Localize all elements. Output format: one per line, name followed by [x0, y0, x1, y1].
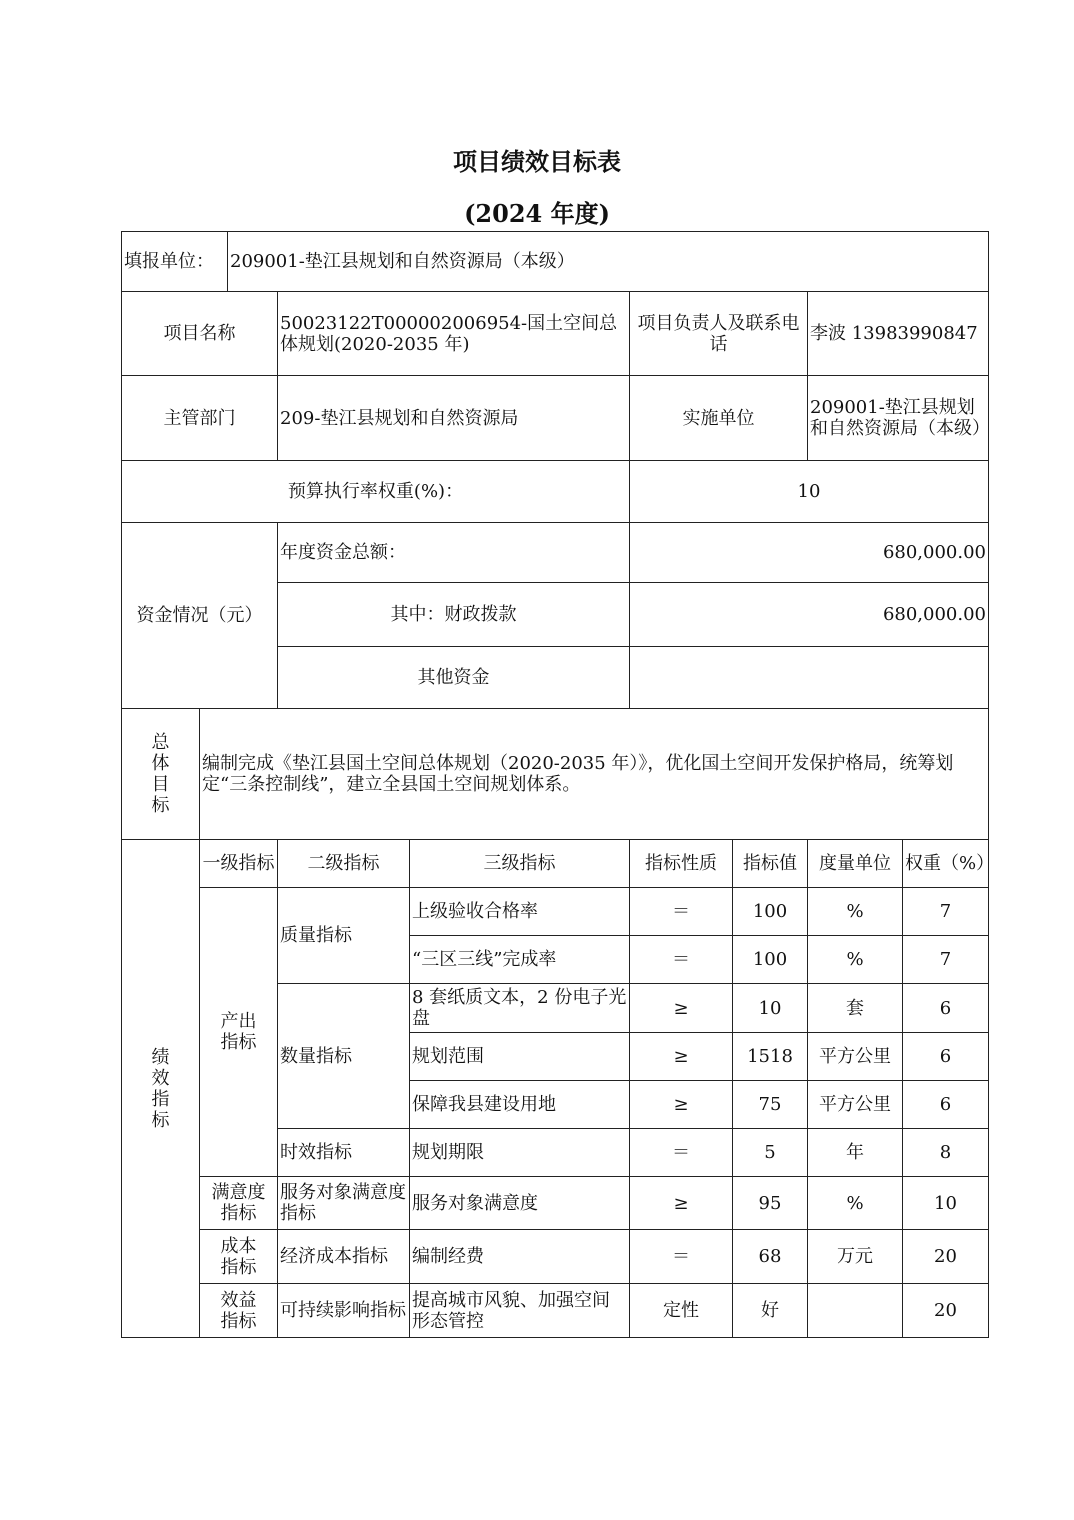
indicator-name: 8 套纸质文本，2 份电子光盘	[410, 984, 630, 1033]
header-nature: 指标性质	[630, 840, 733, 888]
funds-total-label: 年度资金总额：	[278, 523, 630, 583]
sub-quantity: 数量指标	[278, 984, 410, 1129]
header-unit: 度量单位	[808, 840, 903, 888]
perf-label-text: 绩效指标	[151, 1046, 170, 1131]
indicator-unit	[808, 1284, 903, 1338]
group-output-text: 产出指标	[220, 1011, 257, 1053]
indicator-value: 100	[733, 888, 808, 936]
indicator-unit: %	[808, 1177, 903, 1230]
budget-rate-value: 10	[630, 461, 989, 523]
funds-other-label: 其他资金	[278, 647, 630, 709]
project-name-label: 项目名称	[122, 292, 278, 376]
indicator-unit: 平方公里	[808, 1081, 903, 1129]
indicator-name: 上级验收合格率	[410, 888, 630, 936]
header-level3: 三级指标	[410, 840, 630, 888]
indicator-nature: ＝	[630, 936, 733, 984]
dept-row	[122, 376, 989, 461]
indicator-unit: 套	[808, 984, 903, 1033]
indicator-value: 68	[733, 1230, 808, 1284]
budget-rate-row	[122, 461, 989, 523]
sub-service: 服务对象满意度指标	[278, 1177, 410, 1230]
goal-label-text: 总体目标	[151, 732, 170, 816]
indicator-nature: 定性	[630, 1284, 733, 1338]
page-title: 项目绩效目标表	[453, 147, 621, 176]
indicator-unit: %	[808, 936, 903, 984]
indicator-nature: ≥	[630, 1033, 733, 1081]
perf-label	[122, 840, 200, 1338]
group-cost-text: 成本指标	[220, 1235, 257, 1278]
funds-label: 资金情况（元）	[122, 523, 278, 709]
table-row	[122, 1230, 989, 1284]
indicator-name: 服务对象满意度	[410, 1177, 630, 1230]
indicator-weight: 20	[903, 1230, 989, 1284]
fill-unit-value: 209001-垫江县规划和自然资源局（本级）	[228, 232, 989, 292]
funds-other-value	[630, 647, 989, 709]
project-name-value: 50023122T000002006954-国土空间总体规划(2020-2035 年)	[278, 292, 630, 376]
impl-value: 209001-垫江县规划和自然资源局（本级）	[808, 376, 989, 461]
indicator-name: 提高城市风貌、加强空间形态管控	[410, 1284, 630, 1338]
indicator-weight: 6	[903, 984, 989, 1033]
sub-economic: 经济成本指标	[278, 1230, 410, 1284]
header-weight: 权重（%）	[903, 840, 989, 888]
header-level2: 二级指标	[278, 840, 410, 888]
fill-unit-row	[122, 232, 989, 292]
project-name-row	[122, 292, 989, 376]
indicator-name: “三区三线”完成率	[410, 936, 630, 984]
indicator-value: 75	[733, 1081, 808, 1129]
indicator-nature: ＝	[630, 888, 733, 936]
funds-total-value: 680,000.00	[630, 523, 989, 583]
goal-row	[122, 709, 989, 840]
group-benefit-text: 效益指标	[220, 1289, 257, 1332]
indicator-value: 95	[733, 1177, 808, 1230]
group-benefit	[200, 1284, 278, 1338]
indicator-weight: 7	[903, 888, 989, 936]
table-row	[122, 1177, 989, 1230]
indicator-header-row	[122, 840, 989, 888]
dept-value: 209-垫江县规划和自然资源局	[278, 376, 630, 461]
owner-value: 李波 13983990847	[808, 292, 989, 376]
indicator-name: 规划期限	[410, 1129, 630, 1177]
indicator-nature: ≥	[630, 1177, 733, 1230]
funds-fiscal-value: 680,000.00	[630, 583, 989, 647]
indicator-unit: 万元	[808, 1230, 903, 1284]
sub-time: 时效指标	[278, 1129, 410, 1177]
header-value: 指标值	[733, 840, 808, 888]
group-satisfaction	[200, 1177, 278, 1230]
indicator-name: 编制经费	[410, 1230, 630, 1284]
sub-quality: 质量指标	[278, 888, 410, 984]
header-level1: 一级指标	[200, 840, 278, 888]
indicator-unit: 平方公里	[808, 1033, 903, 1081]
indicator-weight: 10	[903, 1177, 989, 1230]
indicator-weight: 6	[903, 1081, 989, 1129]
impl-label: 实施单位	[630, 376, 808, 461]
owner-label: 项目负责人及联系电话	[630, 292, 808, 376]
group-output	[200, 888, 278, 1177]
indicator-nature: ＝	[630, 1230, 733, 1284]
indicator-weight: 8	[903, 1129, 989, 1177]
page-subtitle: (2024 年度)	[464, 199, 610, 228]
indicator-weight: 20	[903, 1284, 989, 1338]
table-row	[122, 888, 989, 936]
indicator-nature: ≥	[630, 1081, 733, 1129]
indicator-weight: 7	[903, 936, 989, 984]
indicator-value: 1518	[733, 1033, 808, 1081]
funds-fiscal-label: 其中：财政拨款	[278, 583, 630, 647]
indicator-value: 5	[733, 1129, 808, 1177]
sub-sustain: 可持续影响指标	[278, 1284, 410, 1338]
indicator-value: 好	[733, 1284, 808, 1338]
group-satisfaction-text: 满意度指标	[211, 1182, 266, 1224]
fill-unit-label: 填报单位：	[122, 232, 228, 292]
indicator-name: 保障我县建设用地	[410, 1081, 630, 1129]
goal-label	[122, 709, 200, 840]
indicator-weight: 6	[903, 1033, 989, 1081]
indicator-value: 100	[733, 936, 808, 984]
indicator-name: 规划范围	[410, 1033, 630, 1081]
indicator-unit: %	[808, 888, 903, 936]
group-cost	[200, 1230, 278, 1284]
table-row	[122, 1284, 989, 1338]
funds-total-row	[122, 523, 989, 583]
budget-rate-label: 预算执行率权重(%)：	[122, 461, 630, 523]
indicator-nature: ≥	[630, 984, 733, 1033]
dept-label: 主管部门	[122, 376, 278, 461]
indicator-value: 10	[733, 984, 808, 1033]
indicator-unit: 年	[808, 1129, 903, 1177]
indicator-nature: ＝	[630, 1129, 733, 1177]
goal-text: 编制完成《垫江县国土空间总体规划（2020-2035 年）》，优化国土空间开发保护格局，统筹划定“三条控制线”，建立全县国土空间规划体系。	[200, 709, 989, 840]
performance-goal-table	[121, 231, 995, 1338]
